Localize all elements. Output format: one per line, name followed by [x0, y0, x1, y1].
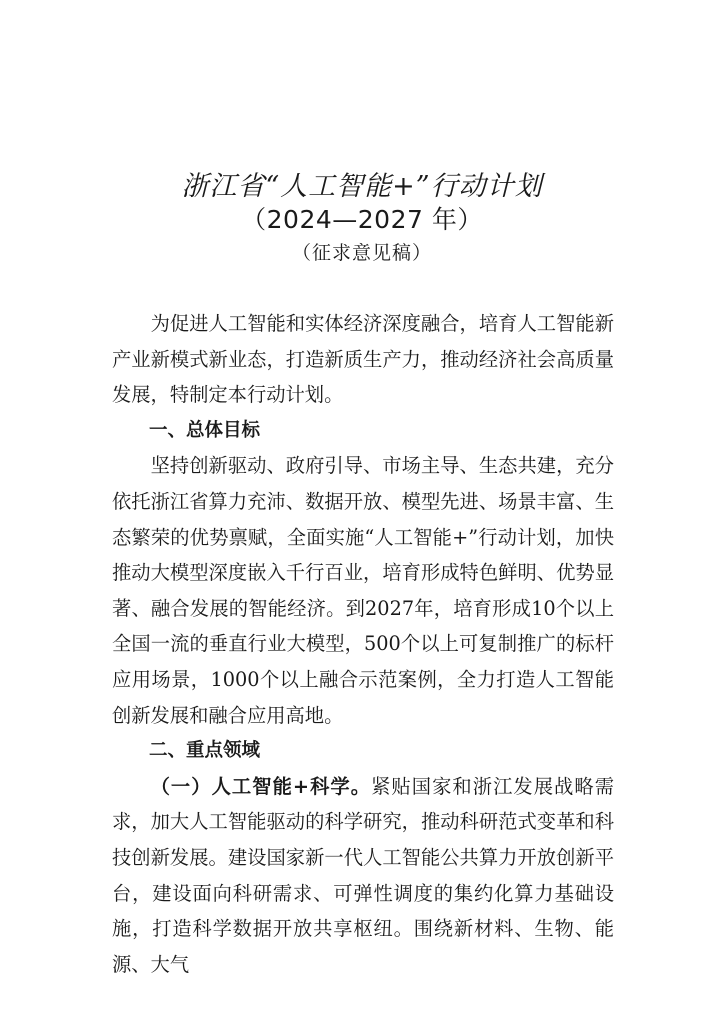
goals-paragraph: 坚持创新驱动、政府引导、市场主导、生态共建，充分依托浙江省算力充沛、数据开放、模型先进、场景丰富、生态繁荣的优势禀赋，全面实施“人工智能+”行动计划，加快推动大模型深度嵌入千行百业，培育形成特色鲜明、优势显著、融合发展的智能经济。到2027年，培育形成10个以上全国一流的垂直行业大模型，500个以上可复制推广的标杆应用场景，1000个以上融合示范案例，全力打造人工智能创新发展和融合应用高地。 [112, 454, 614, 727]
document-body [112, 306, 614, 982]
document-years: （2024—2027 年） [241, 205, 483, 234]
ai-science-label: （一）人工智能+科学。 [150, 774, 372, 798]
section-heading-key-areas: 二、重点领域 [149, 740, 261, 762]
ai-science-text: 紧贴国家和浙江发展战略需求，加大人工智能驱动的科学研究，推动科研范式变革和科技创新发展。建设国家新一代人工智能公共算力开放创新平台，建设面向科研需求、可弹性调度的集约化算力基础设施，打造科学数据开放共享枢纽。围绕新材料、生物、能源、大气 [112, 774, 614, 976]
document-title: 浙江省“人工智能+”行动计划 [181, 171, 543, 202]
draft-note: （征求意见稿） [291, 242, 432, 264]
ai-science-paragraph [112, 769, 614, 983]
intro-paragraph: 为促进人工智能和实体经济深度融合，培育人工智能新产业新模式新业态，打造新质生产力，推动经济社会高质量发展，特制定本行动计划。 [112, 312, 614, 407]
section-heading-goals: 一、总体目标 [149, 419, 261, 441]
